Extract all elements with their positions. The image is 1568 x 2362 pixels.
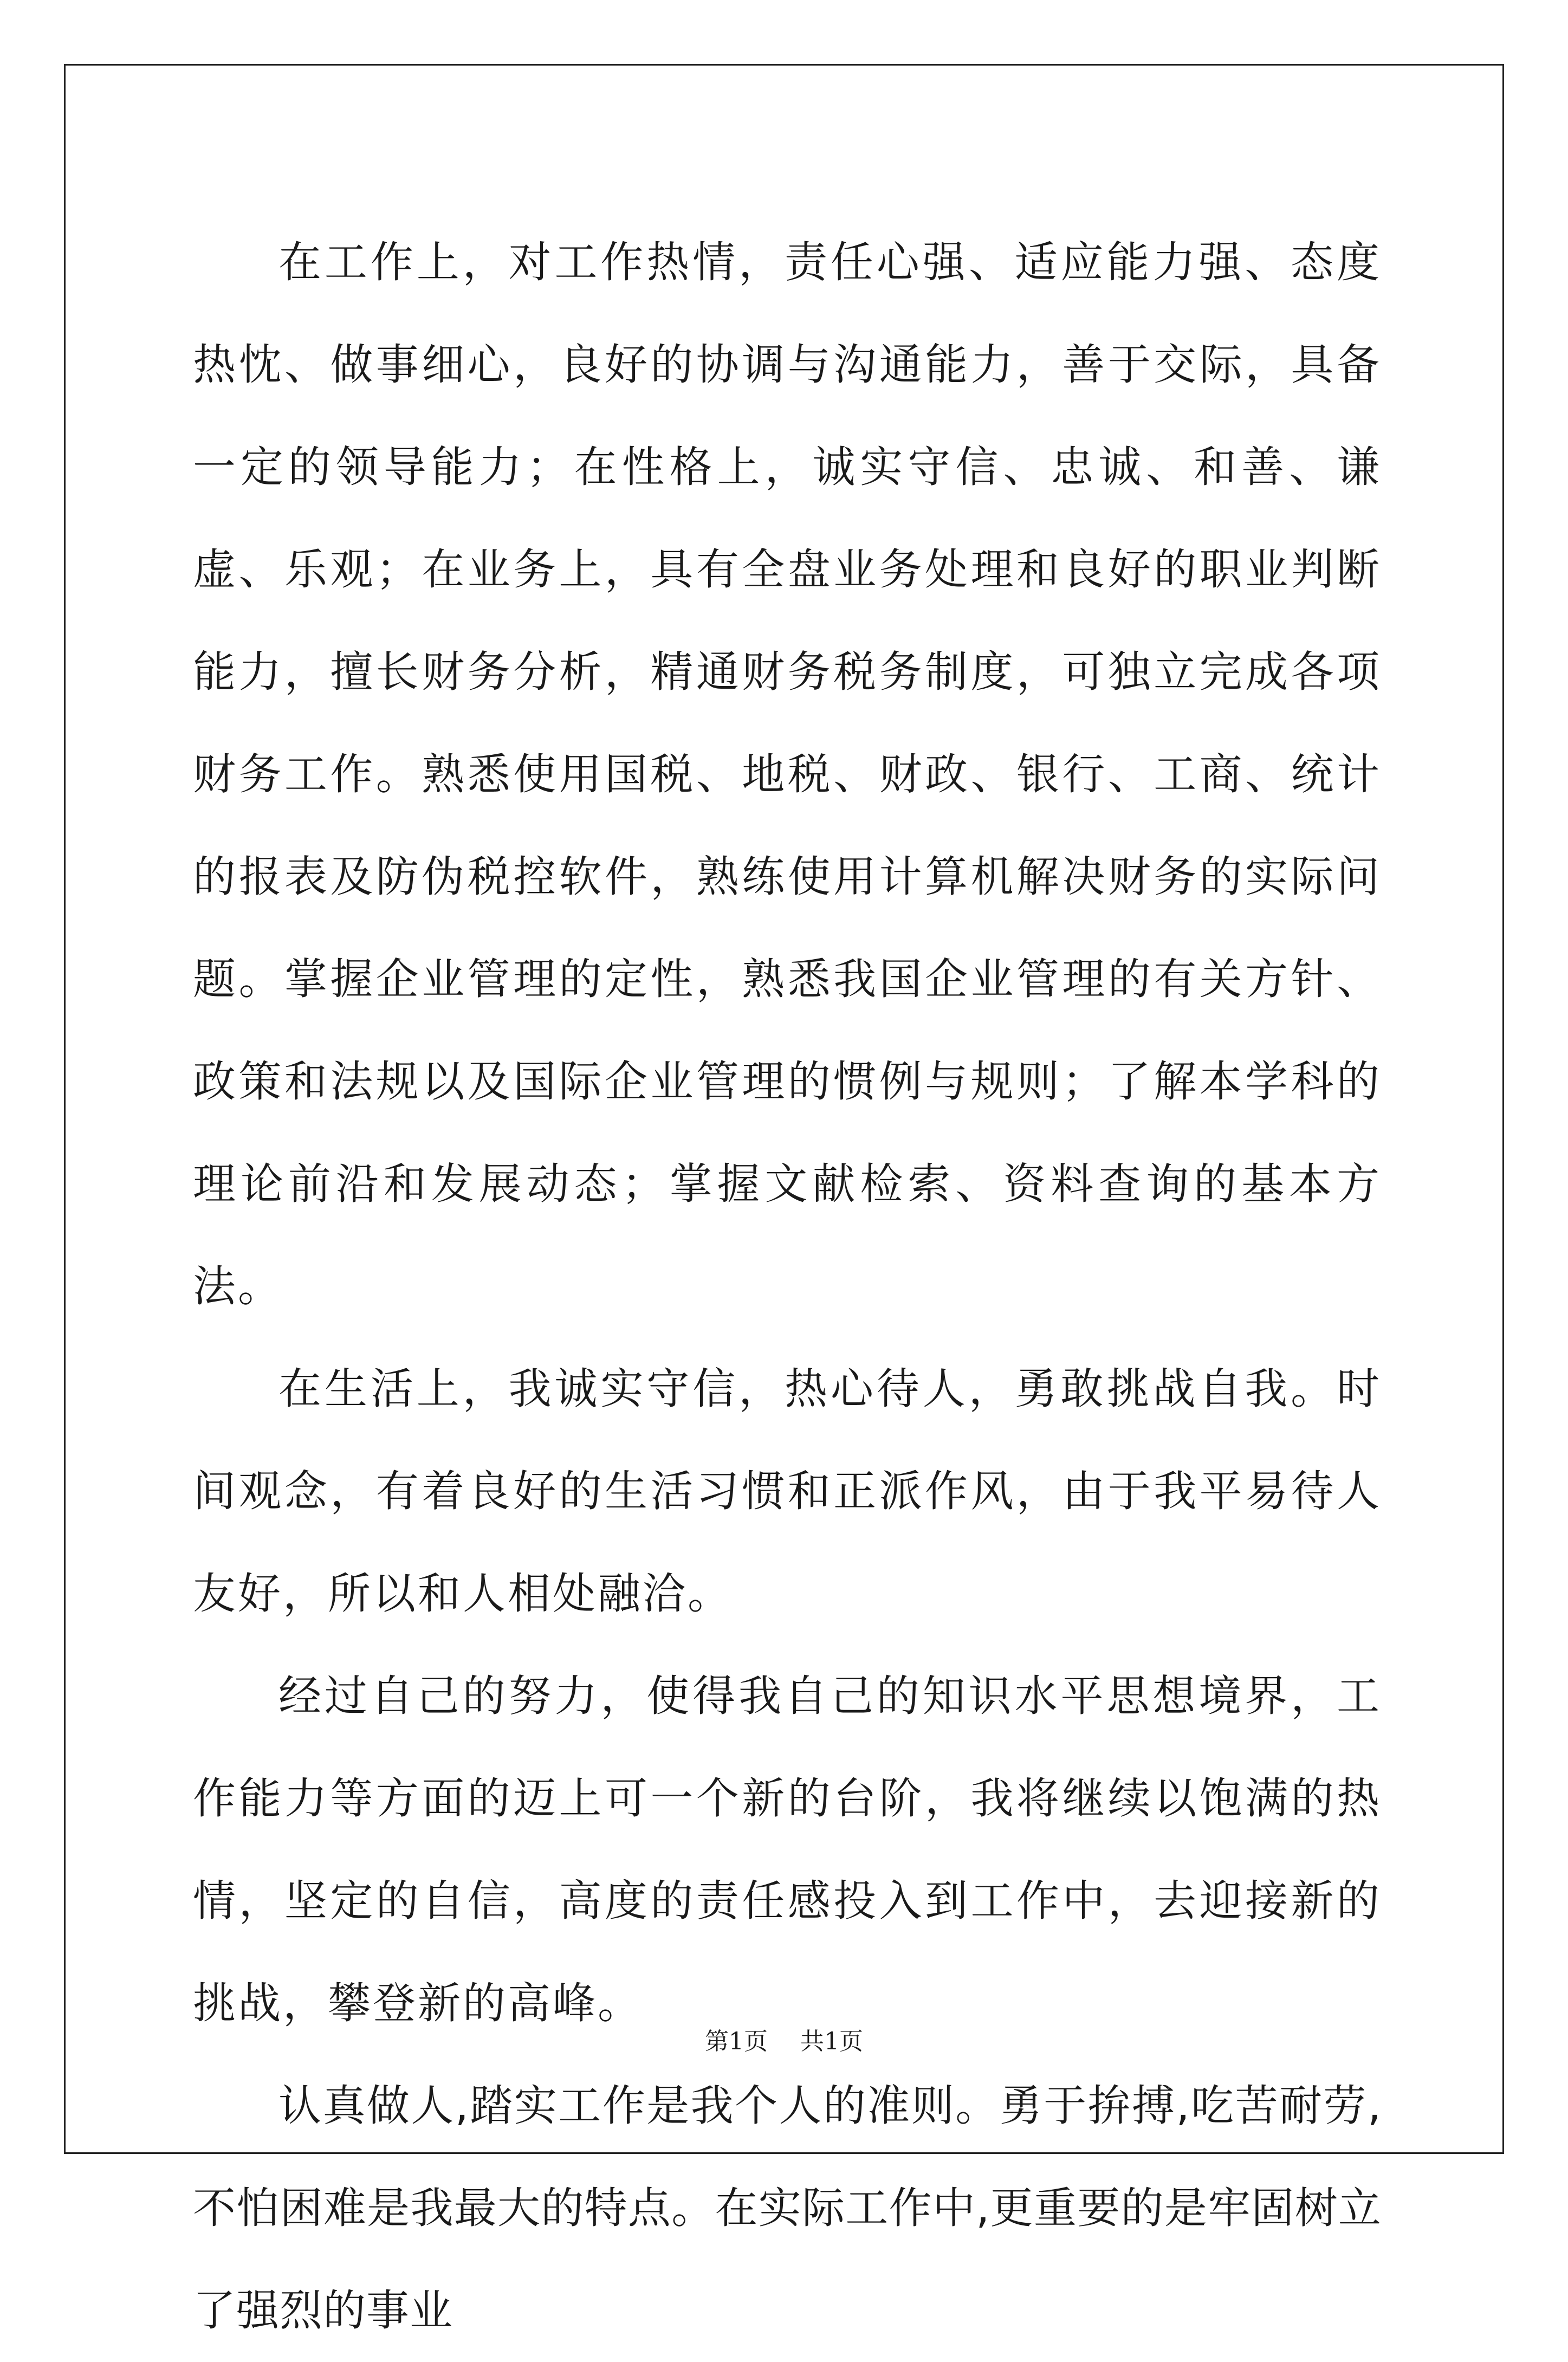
page-number-total: 共1页	[800, 2028, 863, 2055]
page-footer	[0, 2026, 1568, 2058]
paragraph-effort: 经过自己的努力，使得我自己的知识水平思想境界，工作能力等方面的迈上可一个新的台阶，我将继续以饱满的热情，坚定的自信，高度的责任感投入到工作中，去迎接新的挑战，攀登新的高峰。	[193, 1671, 1382, 2028]
page-number-current: 第1页	[705, 2028, 768, 2055]
paragraph-work: 在工作上，对工作热情，责任心强、适应能力强、态度热忱、做事细心，良好的协调与沟通能力，善于交际，具备一定的领导能力；在性格上，诚实守信、忠诚、和善、谦虚、乐观；在业务上，具有全盘业务处理和良好的职业判断能力，擅长财务分析，精通财务税务制度，可独立完成各项财务工作。熟悉使用国税、地税、财政、银行、工商、统计的报表及防伪税控软件，熟练使用计算机解决财务的实际问题。掌握企业管理的定性，熟悉我国企业管理的有关方针、政策和法规以及国际企业管理的惯例与规则；了解本学科的理论前沿和发展动态；掌握文献检索、资料查询的基本方法。	[193, 237, 1382, 1311]
paragraph-principle: 认真做人,踏实工作是我个人的准则。勇于拚搏,吃苦耐劳,不怕困难是我最大的特点。在实际工作中,更重要的是牢固树立了强烈的事业	[193, 2081, 1382, 2335]
paragraph-life: 在生活上，我诚实守信，热心待人，勇敢挑战自我。时间观念，有着良好的生活习惯和正派作风，由于我平易待人友好，所以和人相处融洽。	[193, 1364, 1382, 1619]
